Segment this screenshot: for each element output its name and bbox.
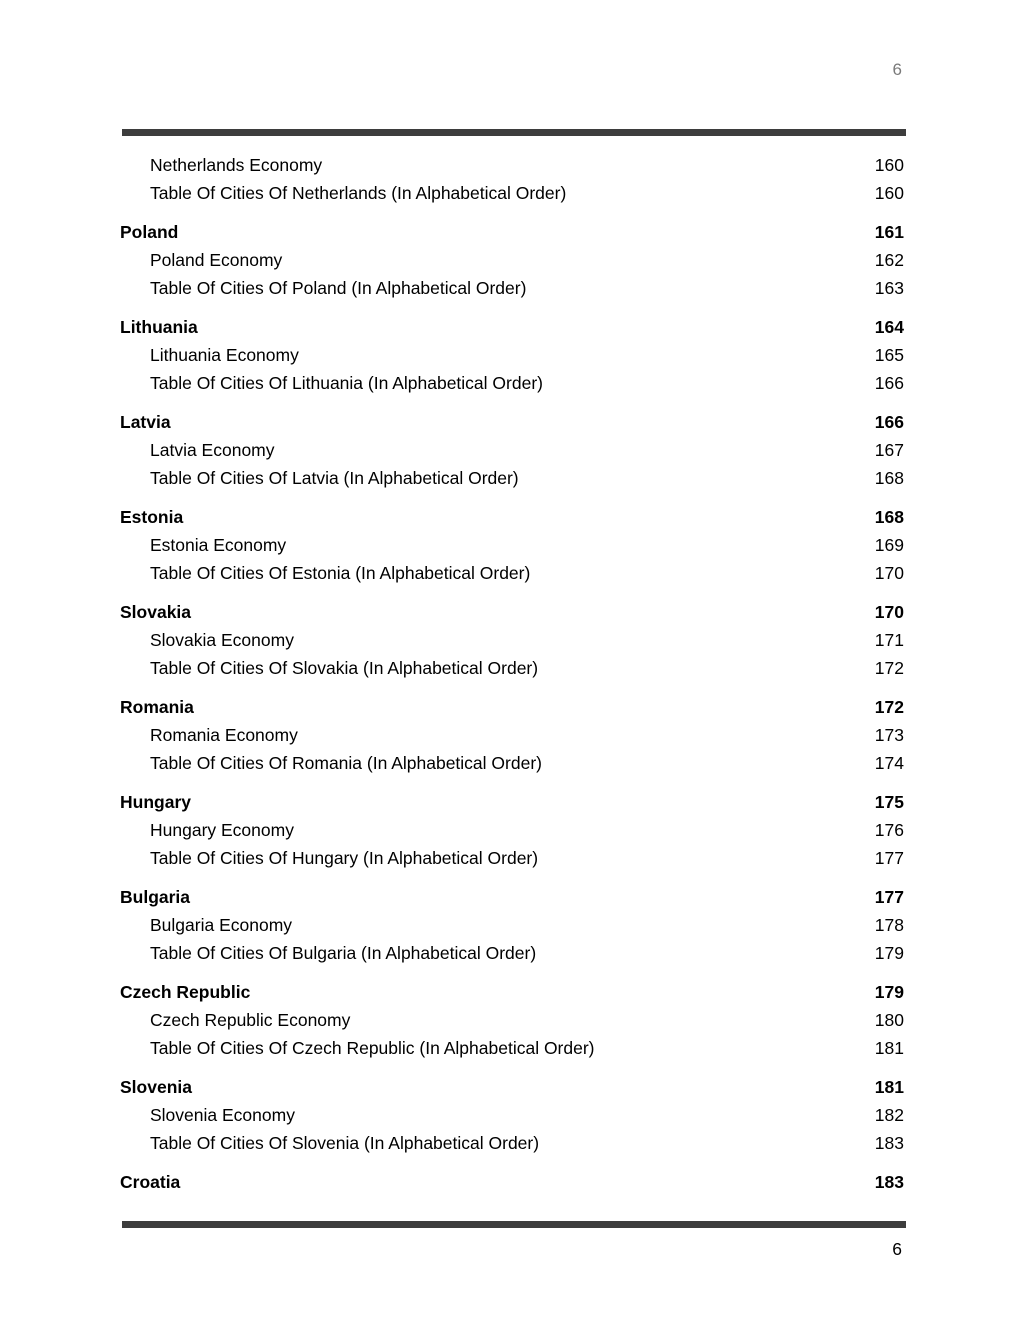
toc-subentry-label: Table Of Cities Of Romania (In Alphabetical Order) (150, 753, 542, 773)
toc-subentry-label: Slovenia Economy (150, 1105, 295, 1125)
toc-subentry-label: Estonia Economy (150, 535, 287, 555)
toc-subentry-page: 181 (874, 1038, 904, 1058)
toc-subentry-page: 163 (874, 278, 904, 298)
toc-heading-entry[interactable] (120, 313, 904, 341)
toc-subentry[interactable] (120, 531, 904, 559)
bottom-divider (122, 1221, 906, 1228)
top-divider (122, 129, 906, 136)
toc-subentry-label: Table Of Cities Of Latvia (In Alphabetical Order) (150, 468, 519, 488)
toc-subentry-page: 179 (874, 943, 904, 963)
toc-subentry-page: 171 (874, 630, 904, 650)
toc-heading-page: 172 (874, 697, 904, 717)
toc-heading-entry[interactable] (120, 503, 904, 531)
toc-heading-label: Poland (120, 222, 179, 242)
toc-subentry-page: 173 (874, 725, 904, 745)
toc-heading-page: 170 (874, 602, 904, 622)
toc-section (120, 408, 904, 492)
toc-subentry-label: Table Of Cities Of Poland (In Alphabetical Order) (150, 278, 527, 298)
toc-subentry-page: 160 (874, 155, 904, 175)
toc-subentry-page: 174 (874, 753, 904, 773)
toc-subentry-label: Table Of Cities Of Hungary (In Alphabetical Order) (150, 848, 539, 868)
toc-subentry[interactable] (120, 1129, 904, 1157)
toc-heading-entry[interactable] (120, 693, 904, 721)
header-page-number: 6 (892, 60, 902, 79)
toc-subentry[interactable] (120, 559, 904, 587)
toc-heading-entry[interactable] (120, 218, 904, 246)
toc-heading-label: Slovenia (120, 1077, 192, 1097)
toc-subentry-page: 176 (874, 820, 904, 840)
toc-subentry[interactable] (120, 274, 904, 302)
toc-subentry-page: 183 (874, 1133, 904, 1153)
toc-heading-entry[interactable] (120, 883, 904, 911)
toc-subentry-label: Table Of Cities Of Lithuania (In Alphabetical Order) (150, 373, 543, 393)
toc-subentry-page: 160 (874, 183, 904, 203)
toc-subentry-page: 168 (874, 468, 904, 488)
toc-subentry[interactable] (120, 179, 904, 207)
toc-subentry-page: 162 (874, 250, 904, 270)
toc-subentry[interactable] (120, 369, 904, 397)
toc-heading-page: 168 (874, 507, 904, 527)
toc-subentry[interactable] (120, 749, 904, 777)
toc-heading-page: 177 (874, 887, 904, 907)
toc-section (120, 978, 904, 1062)
toc-heading-page: 179 (874, 982, 904, 1002)
toc-subentry[interactable] (120, 626, 904, 654)
toc-subentry-page: 166 (874, 373, 904, 393)
toc-section (120, 788, 904, 872)
toc-heading-label: Czech Republic (120, 982, 251, 1002)
toc-heading-page: 175 (874, 792, 904, 812)
toc-subentry-page: 169 (874, 535, 904, 555)
toc-heading-label: Slovakia (120, 602, 192, 622)
toc-subentry[interactable] (120, 844, 904, 872)
toc-subentry-label: Table Of Cities Of Czech Republic (In Alphabetical Order) (150, 1038, 595, 1058)
toc-subentry-page: 177 (874, 848, 904, 868)
toc-subentry-page: 180 (874, 1010, 904, 1030)
toc-subentry[interactable] (120, 1101, 904, 1129)
toc-heading-entry[interactable] (120, 1168, 904, 1196)
toc-subentry-label: Bulgaria Economy (150, 915, 293, 935)
toc-subentry[interactable] (120, 151, 904, 179)
toc-section (120, 503, 904, 587)
toc-subentry[interactable] (120, 341, 904, 369)
toc-subentry-label: Table Of Cities Of Bulgaria (In Alphabetical Order) (150, 943, 537, 963)
toc-heading-entry[interactable] (120, 978, 904, 1006)
toc-subentry-page: 170 (874, 563, 904, 583)
toc-heading-page: 164 (874, 317, 904, 337)
toc-heading-label: Estonia (120, 507, 184, 527)
toc-subentry-label: Table Of Cities Of Estonia (In Alphabetical Order) (150, 563, 531, 583)
toc-heading-page: 166 (874, 412, 904, 432)
toc-subentry-label: Poland Economy (150, 250, 283, 270)
toc-subentry-label: Romania Economy (150, 725, 298, 745)
footer-page-number: 6 (892, 1239, 902, 1259)
toc-subentry-label: Table Of Cities Of Slovakia (In Alphabetical Order) (150, 658, 539, 678)
toc-section (120, 883, 904, 967)
toc-subentry[interactable] (120, 464, 904, 492)
toc-section (120, 1073, 904, 1157)
toc-subentry-page: 178 (874, 915, 904, 935)
toc-heading-entry[interactable] (120, 1073, 904, 1101)
toc-heading-label: Hungary (120, 792, 191, 812)
toc-subentry-label: Table Of Cities Of Slovenia (In Alphabetical Order) (150, 1133, 540, 1153)
toc-heading-entry[interactable] (120, 788, 904, 816)
toc-subentry-page: 165 (874, 345, 904, 365)
toc-subentry-page: 172 (874, 658, 904, 678)
toc-subentry[interactable] (120, 246, 904, 274)
toc-section (120, 1168, 904, 1196)
toc-subentry[interactable] (120, 939, 904, 967)
toc-subentry-page: 167 (874, 440, 904, 460)
toc-subentry[interactable] (120, 436, 904, 464)
toc-subentry-label: Latvia Economy (150, 440, 275, 460)
toc-section (120, 218, 904, 302)
toc-section (120, 598, 904, 682)
toc-subentry-label: Table Of Cities Of Netherlands (In Alphabetical Order) (150, 183, 567, 203)
toc-subentry[interactable] (120, 1006, 904, 1034)
toc-subentry-label: Czech Republic Economy (150, 1010, 351, 1030)
toc-section (120, 151, 904, 207)
toc-subentry-label: Slovakia Economy (150, 630, 294, 650)
toc-subentry-label: Lithuania Economy (150, 345, 299, 365)
toc-subentry[interactable] (120, 816, 904, 844)
toc-heading-label: Romania (120, 697, 194, 717)
toc-heading-page: 161 (874, 222, 904, 242)
toc-heading-page: 183 (874, 1172, 904, 1192)
toc-subentry[interactable] (120, 654, 904, 682)
toc-heading-page: 181 (874, 1077, 904, 1097)
toc-subentry-label: Netherlands Economy (150, 155, 323, 175)
toc-subentry[interactable] (120, 911, 904, 939)
toc-heading-entry[interactable] (120, 408, 904, 436)
toc-section (120, 313, 904, 397)
toc-heading-entry[interactable] (120, 598, 904, 626)
toc-subentry-page: 182 (874, 1105, 904, 1125)
toc-heading-label: Latvia (120, 412, 171, 432)
toc-subentry-label: Hungary Economy (150, 820, 294, 840)
toc-heading-label: Bulgaria (120, 887, 191, 907)
toc-subentry[interactable] (120, 721, 904, 749)
toc-heading-label: Lithuania (120, 317, 198, 337)
toc-heading-label: Croatia (120, 1172, 181, 1192)
table-of-contents (120, 151, 904, 1207)
toc-subentry[interactable] (120, 1034, 904, 1062)
toc-section (120, 693, 904, 777)
